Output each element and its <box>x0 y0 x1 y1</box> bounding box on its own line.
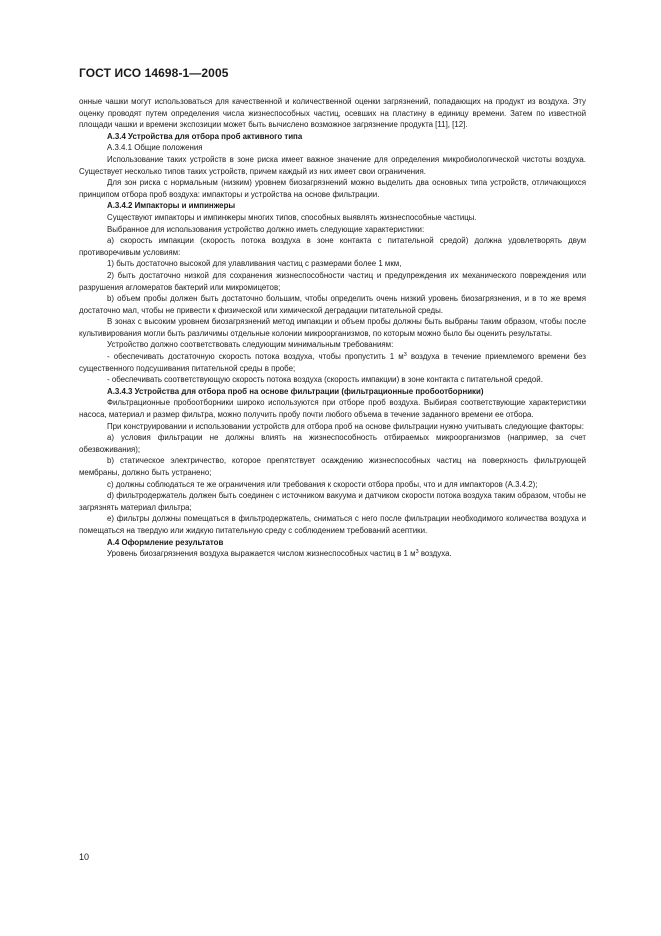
superscript: 3 <box>415 549 419 556</box>
list-item: е) фильтры должны помещаться в фильтродержатель, сниматься с него после фильтрации необходимого количества воздуха и помещаться на твердую или жидкую питательную среду с соблюдением требований асептики. <box>79 514 586 535</box>
list-item <box>79 351 586 374</box>
heading-a34: А.3.4 Устройства для отбора проб активного типа <box>107 131 303 141</box>
paragraph <box>79 548 586 560</box>
list-item: а) условия фильтрации не должны влиять на жизнеспособность отбираемых микроорганизмов (например, за счет обезвоживания); <box>79 433 586 454</box>
heading-a342: А.3.4.2 Импакторы и импинжеры <box>107 201 236 211</box>
document-body <box>79 96 586 560</box>
list-item: b) статическое электричество, которое препятствует осаждению жизнеспособных частиц на поверхность фильтрующей мембраны, должно быть устранено; <box>79 456 586 477</box>
list-item: d) фильтродержатель должен быть соединен с источником вакуума и датчиком скорости потока воздуха таким образом, чтобы не загрязнять материал фильтра; <box>79 491 586 512</box>
list-item: - обеспечивать соответствующую скорость потока воздуха (скорость импакции) в зоне контакта с питательной средой. <box>107 375 543 385</box>
paragraph: Устройство должно соответствовать следующим минимальным требованиям: <box>107 340 394 350</box>
heading-a341: А.3.4.1 Общие положения <box>107 143 203 153</box>
list-item: 1) быть достаточно высокой для улавливания частиц с размерами более 1 мкм, <box>107 259 402 269</box>
paragraph: Для зон риска с нормальным (низким) уровнем биозагрязнений можно выделить два основных типа устройств, отличающихся принципом отбора проб воздуха: импакторы и устройства на основе фильтрации. <box>79 178 586 199</box>
paragraph: При конструировании и использовании устройств для отбора проб на основе фильтрации нужно учитывать следующие факторы: <box>107 421 584 431</box>
list-item: а) скорость импакции (скорость потока воздуха в зоне контакта с питательной средой) должна удовлетворять двум противоречивым условиям: <box>79 236 586 257</box>
document-header: ГОСТ ИСО 14698-1—2005 <box>79 66 229 80</box>
text-span: воздуха в течение приемлемого времени без существенного подсушивания питательной среды в пробе; <box>79 352 586 373</box>
paragraph: Существуют импакторы и импинжеры многих типов, способных выявлять жизнеспособные частицы. <box>107 212 477 222</box>
page-number: 10 <box>79 852 90 862</box>
text-span: Уровень биозагрязнения воздуха выражается числом жизнеспособных частиц в 1 м <box>107 549 416 559</box>
superscript: 3 <box>403 352 407 359</box>
paragraph: Выбранное для использования устройство должно иметь следующие характеристики: <box>107 224 425 234</box>
paragraph: Фильтрационные пробоотборники широко используются при отборе проб воздуха. Выбирая соответствующие характеристики насоса, материал и размер фильтра, можно получить пробу почти любого объема в течение заданного времени ее отбора. <box>79 398 586 420</box>
paragraph-intro: онные чашки могут использоваться для качественной и количественной оценки загрязнений, попадающих на продукт из воздуха. Эту оценку проводят путем определения числа жизнеспособных частиц, осевших на пластину в единицу времени. Затем по известной площади чашки и времени экспозиции может быть вычислено возможное загрязнение продукта [11], [12]. <box>79 97 586 130</box>
list-item: b) объем пробы должен быть достаточно большим, чтобы определить очень низкий уровень биозагрязнения, и в то же время достаточно мал, чтобы не привести к физической или химической деградации питательной среды. <box>79 294 586 315</box>
heading-a4: А.4 Оформление результатов <box>107 537 224 547</box>
text-span: - обеспечивать достаточную скорость потока воздуха, чтобы пропустить 1 м <box>107 352 404 362</box>
paragraph: В зонах с высоким уровнем биозагрязнений метод импакции и объем пробы должны быть выбраны таким образом, чтобы после культивирования могли быть различимы отдельные колонии микроорганизмов, по которым можно было бы оценить результаты. <box>79 317 586 338</box>
text-span: воздуха. <box>418 549 452 559</box>
paragraph: Использование таких устройств в зоне риска имеет важное значение для определения микробиологической чистоты воздуха. Существует несколько типов таких устройств, причем каждый из них имеет свои ограничения. <box>79 154 586 176</box>
heading-a343: А.3.4.3 Устройства для отбора проб на основе фильтрации (фильтрационные пробоотборники) <box>107 386 484 396</box>
list-item: с) должны соблюдаться те же ограничения или требования к скорости отбора пробы, что и для импакторов (А.3.4.2); <box>107 479 538 489</box>
list-item: 2) быть достаточно низкой для сохранения жизнеспособности частиц и предупреждения их механического повреждения или разрушения агломератов бактерий или микромицетов; <box>79 270 586 292</box>
